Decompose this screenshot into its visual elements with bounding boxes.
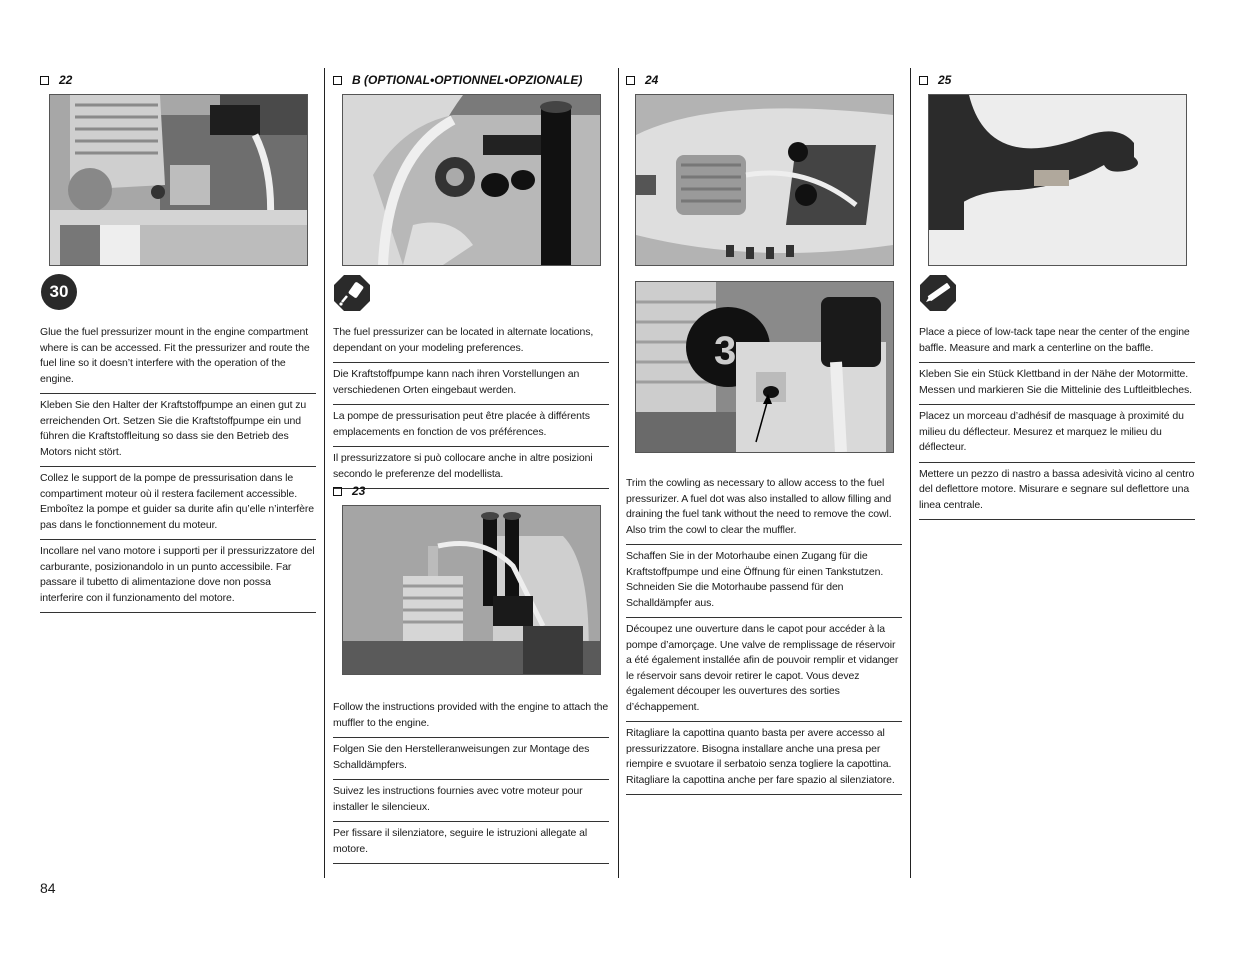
step-number: B (OPTIONAL•OPTIONNEL•OPZIONALE) [352,73,583,87]
text-fr: Collez le support de la pompe de pressurisation dans le compartiment moteur où il restera facilement accessible. Emboîtez la pompe et guider sa durite afin qu’elle n’interfère pas dans le fonctionnement du moteur. [40,467,316,540]
column-1-text [40,325,316,613]
text-en: Follow the instructions provided with the engine to attach the muffler to the engine. [333,700,609,738]
text-en: Glue the fuel pressurizer mount in the engine compartment where is can be accessed. Fit the pressurizer and route the fuel line so it doesn’t interfere with the operation of the engine. [40,325,316,394]
photo-step-23 [342,505,601,675]
column-divider [618,68,619,878]
photo-step-b [342,94,601,266]
photo-step-22 [49,94,308,266]
text-de: Schaffen Sie in der Motorhaube einen Zugang für die Kraftstoffpumpe und eine Öffnung für einen Tankstutzen. Schneiden Sie die Motorhaube passend für den Schalldämpfer aus. [626,545,902,618]
photo-step-25 [928,94,1187,266]
text-de: Folgen Sie den Herstelleranweisungen zur Montage des Schalldämpfers. [333,738,609,780]
step-number: 25 [938,73,952,87]
step-badge-30: 30 [41,274,77,310]
step-24-header [626,73,658,87]
text-it: Il pressurizzatore si può collocare anche in altre posizioni secondo le preferenze del modellista. [333,447,609,489]
text-en: Trim the cowling as necessary to allow access to the fuel pressurizer. A fuel dot was also installed to allow filling and draining the fuel tank without the need to remove the cowl. Also trim the cowl to clear the muffler. [626,476,902,545]
column-3-text [626,476,902,795]
text-it: Incollare nel vano motore i supporti per il pressurizzatore del carburante, posizionandolo in un punto accessibile. Far passare il tubetto di alimentazione dove non possa interferire con il funzionamento del motore. [40,540,316,613]
text-it: Per fissare il silenziatore, seguire le istruzioni allegate al motore. [333,822,609,864]
glue-bottle-icon [333,274,371,312]
text-fr: La pompe de pressurisation peut être placée à différents emplacements en fonction de vos préférences. [333,405,609,447]
text-de: Kleben Sie den Halter der Kraftstoffpumpe an einen gut zu erreichenden Ort. Setzen Sie die Kraftstoffpumpe ein und führen die Kraftstoffleitung so dass sie den Betrieb des Motors nicht stört. [40,394,316,467]
column-2b-text [333,700,609,864]
step-25-header [919,73,951,87]
svg-text:3: 3 [714,329,737,373]
marker-pen-icon [919,274,957,312]
photo-step-24-bottom [635,281,894,453]
step-number: 23 [352,484,366,498]
text-fr: Placez un morceau d’adhésif de masquage à proximité du milieu du déflecteur. Mesurez et marquez le milieu du déflecteur. [919,405,1195,463]
text-en: The fuel pressurizer can be located in alternate locations, dependant on your modeling preferences. [333,325,609,363]
text-fr: Suivez les instructions fournies avec votre moteur pour installer le silencieux. [333,780,609,822]
checkbox-icon[interactable] [919,76,928,85]
step-b-header [333,73,582,87]
checkbox-icon[interactable] [333,487,342,496]
text-it: Mettere un pezzo di nastro a bassa adesività vicino al centro del deflettore motore. Misurare e segnare sul deflettore una linea centrale. [919,463,1195,521]
text-de: Die Kraftstoffpumpe kann nach ihren Vorstellungen an verschiedenen Orten eingebaut werden. [333,363,609,405]
text-fr: Découpez une ouverture dans le capot pour accéder à la pompe d’amorçage. Une valve de remplissage de réservoir a été également installée afin de pouvoir remplir et vidanger le réservoir sans devoir retirer le capot. Vous devez également découper les ouvertures des sorties d’échappement. [626,618,902,722]
photo-step-24-top [635,94,894,266]
text-de: Kleben Sie ein Stück Klettband in der Nähe der Motormitte. Messen und markieren Sie die Mittelinie des Luftleitbleches. [919,363,1195,405]
step-23-header [333,484,365,498]
page-number: 84 [40,880,56,896]
column-2a-text [333,325,609,489]
step-number: 22 [59,73,73,87]
step-22-header [40,73,72,87]
checkbox-icon[interactable] [40,76,49,85]
column-divider [910,68,911,878]
step-number: 24 [645,73,659,87]
column-4-text [919,325,1195,520]
column-divider [324,68,325,878]
text-en: Place a piece of low-tack tape near the center of the engine baffle. Measure and mark a centerline on the baffle. [919,325,1195,363]
text-it: Ritagliare la capottina quanto basta per avere accesso al pressurizzatore. Bisogna installare anche una presa per riempire e svuotare il serbatoio senza togliere la capottina. Ritagliare la capottina anche per fare spazio al silenziatore. [626,722,902,795]
checkbox-icon[interactable] [626,76,635,85]
checkbox-icon[interactable] [333,76,342,85]
